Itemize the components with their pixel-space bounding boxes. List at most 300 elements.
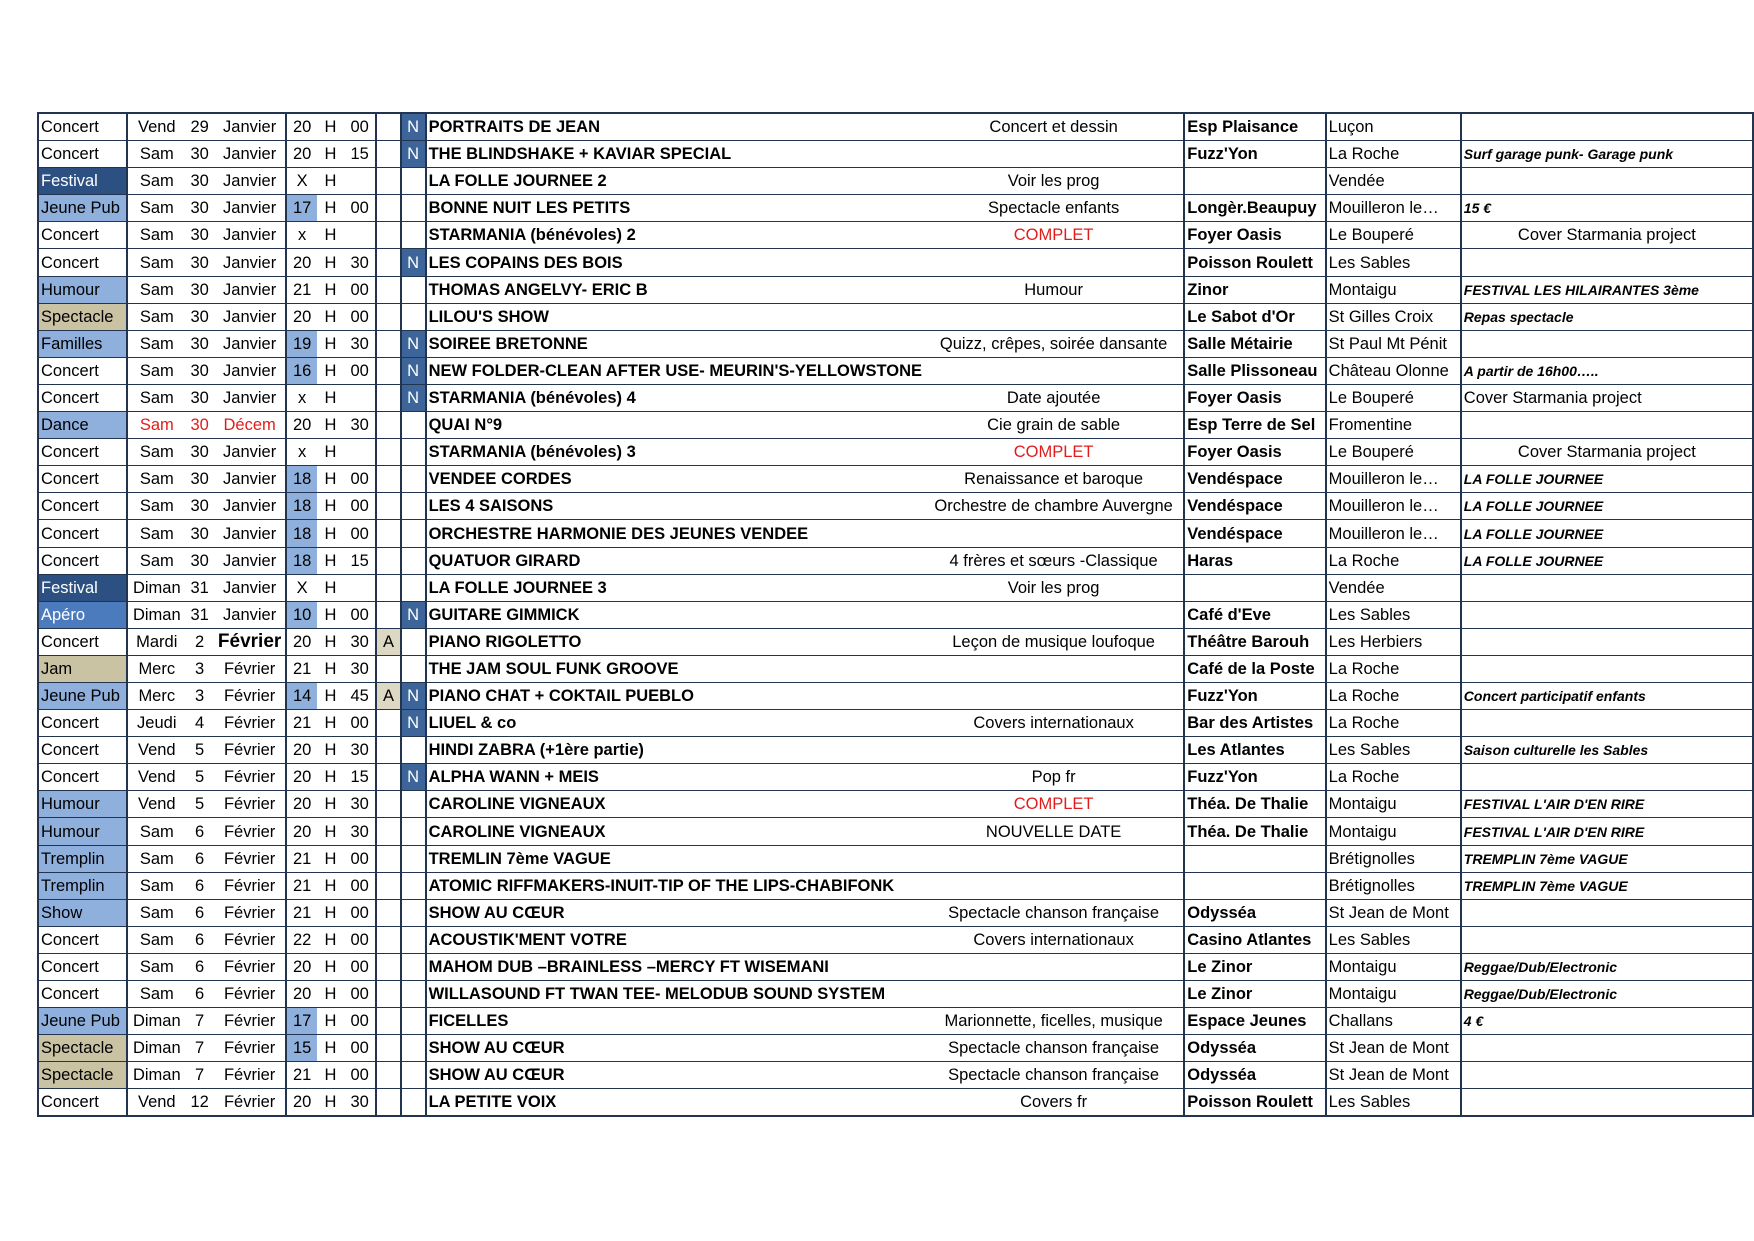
hour-cell: 20 xyxy=(286,791,317,818)
minute-cell: 00 xyxy=(344,520,376,547)
city-cell: Montaigu xyxy=(1326,276,1461,303)
venue-cell: Fuzz'Yon xyxy=(1184,141,1325,168)
new-flag-cell xyxy=(401,439,426,466)
hour-cell: 20 xyxy=(286,412,317,439)
day-number-cell: 6 xyxy=(185,845,214,872)
event-title-cell: LES 4 SAISONS xyxy=(426,493,924,520)
day-number-cell: 5 xyxy=(185,764,214,791)
new-flag-cell: N xyxy=(401,249,426,276)
event-title-cell: LILOU'S SHOW xyxy=(426,303,924,330)
weekday-cell: Sam xyxy=(127,872,185,899)
minute-cell: 00 xyxy=(344,601,376,628)
day-number-cell: 6 xyxy=(185,926,214,953)
a-flag-cell xyxy=(376,981,400,1008)
hour-separator-cell: H xyxy=(317,1035,344,1062)
hour-separator-cell: H xyxy=(317,872,344,899)
hour-separator-cell: H xyxy=(317,628,344,655)
new-flag-cell xyxy=(401,574,426,601)
event-description-cell: Marionnette, ficelles, musique xyxy=(924,1008,1184,1035)
venue-cell: Vendéspace xyxy=(1184,493,1325,520)
notes-cell: 15 € xyxy=(1461,195,1753,222)
event-type-cell: Concert xyxy=(38,384,127,411)
weekday-cell: Merc xyxy=(127,655,185,682)
minute-cell xyxy=(344,439,376,466)
event-description-cell xyxy=(924,357,1184,384)
city-cell: Montaigu xyxy=(1326,818,1461,845)
a-flag-cell xyxy=(376,655,400,682)
event-title-cell: WILLASOUND FT TWAN TEE- MELODUB SOUND SYSTEM xyxy=(426,981,924,1008)
event-row xyxy=(38,926,1753,953)
venue-cell: Casino Atlantes xyxy=(1184,926,1325,953)
day-number-cell: 6 xyxy=(185,818,214,845)
event-description-cell: Covers internationaux xyxy=(924,710,1184,737)
event-title-cell: LA FOLLE JOURNEE 2 xyxy=(426,168,924,195)
day-number-cell: 7 xyxy=(185,1008,214,1035)
event-title-cell: PIANO RIGOLETTO xyxy=(426,628,924,655)
new-flag-cell xyxy=(401,303,426,330)
hour-separator-cell: H xyxy=(317,737,344,764)
new-flag-cell xyxy=(401,276,426,303)
event-row xyxy=(38,737,1753,764)
city-cell: La Roche xyxy=(1326,710,1461,737)
event-row xyxy=(38,113,1753,141)
new-flag-cell xyxy=(401,872,426,899)
new-flag-cell xyxy=(401,222,426,249)
day-number-cell: 30 xyxy=(185,168,214,195)
hour-cell: x xyxy=(286,222,317,249)
hour-cell: 20 xyxy=(286,981,317,1008)
month-cell: Janvier xyxy=(214,439,286,466)
notes-cell xyxy=(1461,628,1753,655)
minute-cell: 30 xyxy=(344,249,376,276)
weekday-cell: Sam xyxy=(127,981,185,1008)
event-row xyxy=(38,1008,1753,1035)
month-cell: Janvier xyxy=(214,113,286,141)
notes-cell: Repas spectacle xyxy=(1461,303,1753,330)
event-title-cell: ACOUSTIK'MENT VOTRE xyxy=(426,926,924,953)
hour-separator-cell: H xyxy=(317,655,344,682)
hour-cell: X xyxy=(286,574,317,601)
city-cell: Les Sables xyxy=(1326,737,1461,764)
event-description-cell: Orchestre de chambre Auvergne xyxy=(924,493,1184,520)
hour-cell: 21 xyxy=(286,872,317,899)
event-row xyxy=(38,303,1753,330)
venue-cell: Zinor xyxy=(1184,276,1325,303)
event-type-cell: Spectacle xyxy=(38,303,127,330)
event-description-cell: Spectacle chanson française xyxy=(924,1035,1184,1062)
minute-cell: 30 xyxy=(344,412,376,439)
event-title-cell: PIANO CHAT + COKTAIL PUEBLO xyxy=(426,682,924,709)
event-description-cell: Voir les prog xyxy=(924,574,1184,601)
notes-cell: 4 € xyxy=(1461,1008,1753,1035)
a-flag-cell xyxy=(376,412,400,439)
month-cell: Février xyxy=(214,953,286,980)
day-number-cell: 30 xyxy=(185,222,214,249)
notes-cell: LA FOLLE JOURNEE xyxy=(1461,547,1753,574)
event-row xyxy=(38,845,1753,872)
hour-separator-cell: H xyxy=(317,303,344,330)
hour-separator-cell: H xyxy=(317,520,344,547)
day-number-cell: 6 xyxy=(185,953,214,980)
new-flag-cell: N xyxy=(401,330,426,357)
hour-separator-cell: H xyxy=(317,818,344,845)
hour-separator-cell: H xyxy=(317,682,344,709)
weekday-cell: Vend xyxy=(127,1089,185,1117)
venue-cell: Théâtre Barouh xyxy=(1184,628,1325,655)
month-cell: Janvier xyxy=(214,222,286,249)
city-cell: Les Sables xyxy=(1326,249,1461,276)
day-number-cell: 31 xyxy=(185,574,214,601)
hour-separator-cell: H xyxy=(317,330,344,357)
hour-cell: 21 xyxy=(286,899,317,926)
a-flag-cell xyxy=(376,872,400,899)
event-title-cell: SHOW AU CŒUR xyxy=(426,899,924,926)
event-title-cell: STARMANIA (bénévoles) 2 xyxy=(426,222,924,249)
event-description-cell: Humour xyxy=(924,276,1184,303)
day-number-cell: 30 xyxy=(185,439,214,466)
notes-cell xyxy=(1461,113,1753,141)
event-description-cell xyxy=(924,601,1184,628)
hour-cell: 10 xyxy=(286,601,317,628)
notes-cell xyxy=(1461,412,1753,439)
city-cell: Montaigu xyxy=(1326,953,1461,980)
event-description-cell xyxy=(924,655,1184,682)
notes-cell: LA FOLLE JOURNEE xyxy=(1461,493,1753,520)
hour-cell: 21 xyxy=(286,710,317,737)
hour-separator-cell: H xyxy=(317,764,344,791)
a-flag-cell xyxy=(376,926,400,953)
minute-cell xyxy=(344,168,376,195)
hour-cell: 20 xyxy=(286,141,317,168)
day-number-cell: 30 xyxy=(185,303,214,330)
notes-cell: LA FOLLE JOURNEE xyxy=(1461,466,1753,493)
minute-cell xyxy=(344,384,376,411)
event-title-cell: THOMAS ANGELVY- ERIC B xyxy=(426,276,924,303)
new-flag-cell xyxy=(401,845,426,872)
notes-cell: A partir de 16h00….. xyxy=(1461,357,1753,384)
city-cell: Les Herbiers xyxy=(1326,628,1461,655)
event-description-cell xyxy=(924,981,1184,1008)
day-number-cell: 12 xyxy=(185,1089,214,1117)
event-row xyxy=(38,628,1753,655)
month-cell: Janvier xyxy=(214,195,286,222)
a-flag-cell xyxy=(376,737,400,764)
weekday-cell: Vend xyxy=(127,113,185,141)
new-flag-cell xyxy=(401,168,426,195)
hour-separator-cell: H xyxy=(317,168,344,195)
day-number-cell: 30 xyxy=(185,520,214,547)
hour-cell: X xyxy=(286,168,317,195)
event-row xyxy=(38,439,1753,466)
venue-cell: Le Zinor xyxy=(1184,981,1325,1008)
notes-cell: TREMPLIN 7ème VAGUE xyxy=(1461,872,1753,899)
a-flag-cell: A xyxy=(376,628,400,655)
venue-cell: Salle Plissoneau xyxy=(1184,357,1325,384)
hour-separator-cell: H xyxy=(317,195,344,222)
minute-cell: 00 xyxy=(344,1035,376,1062)
event-description-cell xyxy=(924,845,1184,872)
a-flag-cell: A xyxy=(376,682,400,709)
weekday-cell: Sam xyxy=(127,168,185,195)
weekday-cell: Mardi xyxy=(127,628,185,655)
day-number-cell: 6 xyxy=(185,872,214,899)
new-flag-cell xyxy=(401,412,426,439)
event-type-cell: Concert xyxy=(38,547,127,574)
city-cell: Le Bouperé xyxy=(1326,384,1461,411)
notes-cell: TREMPLIN 7ème VAGUE xyxy=(1461,845,1753,872)
notes-cell xyxy=(1461,655,1753,682)
minute-cell: 30 xyxy=(344,737,376,764)
weekday-cell: Diman xyxy=(127,1008,185,1035)
event-title-cell: LA PETITE VOIX xyxy=(426,1089,924,1117)
weekday-cell: Jeudi xyxy=(127,710,185,737)
month-cell: Février xyxy=(214,1008,286,1035)
event-type-cell: Tremplin xyxy=(38,872,127,899)
event-row xyxy=(38,276,1753,303)
event-type-cell: Jeune Pub xyxy=(38,1008,127,1035)
event-row xyxy=(38,682,1753,709)
day-number-cell: 30 xyxy=(185,547,214,574)
event-type-cell: Concert xyxy=(38,710,127,737)
venue-cell: Bar des Artistes xyxy=(1184,710,1325,737)
weekday-cell: Sam xyxy=(127,384,185,411)
notes-cell: Saison culturelle les Sables xyxy=(1461,737,1753,764)
event-title-cell: GUITARE GIMMICK xyxy=(426,601,924,628)
minute-cell: 30 xyxy=(344,330,376,357)
month-cell: Janvier xyxy=(214,276,286,303)
hour-separator-cell: H xyxy=(317,953,344,980)
month-cell: Janvier xyxy=(214,357,286,384)
venue-cell: Haras xyxy=(1184,547,1325,574)
city-cell: Les Sables xyxy=(1326,601,1461,628)
hour-cell: x xyxy=(286,384,317,411)
weekday-cell: Diman xyxy=(127,601,185,628)
month-cell: Février xyxy=(214,655,286,682)
hour-separator-cell: H xyxy=(317,141,344,168)
event-row xyxy=(38,168,1753,195)
new-flag-cell: N xyxy=(401,601,426,628)
venue-cell: Odysséa xyxy=(1184,899,1325,926)
event-description-cell: NOUVELLE DATE xyxy=(924,818,1184,845)
weekday-cell: Merc xyxy=(127,682,185,709)
month-cell: Février xyxy=(214,628,286,655)
event-type-cell: Jeune Pub xyxy=(38,195,127,222)
weekday-cell: Vend xyxy=(127,737,185,764)
event-description-cell: Cie grain de sable xyxy=(924,412,1184,439)
city-cell: Mouilleron le… xyxy=(1326,466,1461,493)
a-flag-cell xyxy=(376,710,400,737)
weekday-cell: Sam xyxy=(127,303,185,330)
event-row xyxy=(38,1035,1753,1062)
weekday-cell: Sam xyxy=(127,222,185,249)
event-type-cell: Spectacle xyxy=(38,1035,127,1062)
event-description-cell: Leçon de musique loufoque xyxy=(924,628,1184,655)
venue-cell: Café de la Poste xyxy=(1184,655,1325,682)
month-cell: Janvier xyxy=(214,520,286,547)
new-flag-cell: N xyxy=(401,384,426,411)
day-number-cell: 30 xyxy=(185,249,214,276)
a-flag-cell xyxy=(376,1008,400,1035)
notes-cell xyxy=(1461,574,1753,601)
event-description-cell: Pop fr xyxy=(924,764,1184,791)
event-type-cell: Show xyxy=(38,899,127,926)
new-flag-cell xyxy=(401,628,426,655)
hour-cell: 20 xyxy=(286,1089,317,1117)
a-flag-cell xyxy=(376,520,400,547)
a-flag-cell xyxy=(376,168,400,195)
minute-cell: 15 xyxy=(344,547,376,574)
city-cell: Montaigu xyxy=(1326,791,1461,818)
event-title-cell: ORCHESTRE HARMONIE DES JEUNES VENDEE xyxy=(426,520,924,547)
event-title-cell: LIUEL & co xyxy=(426,710,924,737)
notes-cell: Cover Starmania project xyxy=(1461,439,1753,466)
event-description-cell: Concert et dessin xyxy=(924,113,1184,141)
event-title-cell: BONNE NUIT LES PETITS xyxy=(426,195,924,222)
venue-cell xyxy=(1184,574,1325,601)
day-number-cell: 3 xyxy=(185,655,214,682)
city-cell: La Roche xyxy=(1326,764,1461,791)
a-flag-cell xyxy=(376,1089,400,1117)
venue-cell: Le Sabot d'Or xyxy=(1184,303,1325,330)
hour-cell: 21 xyxy=(286,655,317,682)
event-description-cell: Spectacle chanson française xyxy=(924,1062,1184,1089)
hour-separator-cell: H xyxy=(317,601,344,628)
event-type-cell: Concert xyxy=(38,357,127,384)
city-cell: St Jean de Mont xyxy=(1326,1035,1461,1062)
new-flag-cell xyxy=(401,791,426,818)
minute-cell: 00 xyxy=(344,357,376,384)
event-row xyxy=(38,412,1753,439)
weekday-cell: Sam xyxy=(127,818,185,845)
city-cell: La Roche xyxy=(1326,141,1461,168)
hour-separator-cell: H xyxy=(317,791,344,818)
notes-cell xyxy=(1461,710,1753,737)
month-cell: Février xyxy=(214,764,286,791)
weekday-cell: Sam xyxy=(127,195,185,222)
event-type-cell: Concert xyxy=(38,926,127,953)
month-cell: Janvier xyxy=(214,249,286,276)
event-row xyxy=(38,574,1753,601)
hour-separator-cell: H xyxy=(317,710,344,737)
city-cell: La Roche xyxy=(1326,547,1461,574)
a-flag-cell xyxy=(376,1035,400,1062)
weekday-cell: Diman xyxy=(127,1062,185,1089)
venue-cell: Esp Terre de Sel xyxy=(1184,412,1325,439)
a-flag-cell xyxy=(376,249,400,276)
hour-separator-cell: H xyxy=(317,466,344,493)
notes-cell: FESTIVAL L'AIR D'EN RIRE xyxy=(1461,791,1753,818)
hour-cell: 20 xyxy=(286,818,317,845)
day-number-cell: 7 xyxy=(185,1062,214,1089)
a-flag-cell xyxy=(376,141,400,168)
event-row xyxy=(38,330,1753,357)
event-type-cell: Concert xyxy=(38,628,127,655)
hour-cell: 18 xyxy=(286,493,317,520)
notes-cell xyxy=(1461,899,1753,926)
event-title-cell: MAHOM DUB –BRAINLESS –MERCY FT WISEMANI xyxy=(426,953,924,980)
hour-cell: 20 xyxy=(286,303,317,330)
event-type-cell: Concert xyxy=(38,981,127,1008)
weekday-cell: Diman xyxy=(127,1035,185,1062)
a-flag-cell xyxy=(376,574,400,601)
hour-cell: 21 xyxy=(286,1062,317,1089)
day-number-cell: 30 xyxy=(185,141,214,168)
month-cell: Février xyxy=(214,1062,286,1089)
weekday-cell: Sam xyxy=(127,439,185,466)
notes-cell: FESTIVAL L'AIR D'EN RIRE xyxy=(1461,818,1753,845)
hour-cell: 20 xyxy=(286,737,317,764)
city-cell: Luçon xyxy=(1326,113,1461,141)
new-flag-cell xyxy=(401,1035,426,1062)
month-cell: Janvier xyxy=(214,141,286,168)
minute-cell: 00 xyxy=(344,872,376,899)
venue-cell: Foyer Oasis xyxy=(1184,222,1325,249)
day-number-cell: 6 xyxy=(185,981,214,1008)
hour-separator-cell: H xyxy=(317,222,344,249)
event-description-cell: Date ajoutée xyxy=(924,384,1184,411)
new-flag-cell xyxy=(401,737,426,764)
day-number-cell: 5 xyxy=(185,791,214,818)
hour-cell: 17 xyxy=(286,195,317,222)
event-title-cell: TREMLIN 7ème VAGUE xyxy=(426,845,924,872)
minute-cell: 15 xyxy=(344,764,376,791)
notes-cell: Reggae/Dub/Electronic xyxy=(1461,981,1753,1008)
event-title-cell: THE BLINDSHAKE + KAVIAR SPECIAL xyxy=(426,141,924,168)
month-cell: Janvier xyxy=(214,574,286,601)
hour-separator-cell: H xyxy=(317,439,344,466)
new-flag-cell xyxy=(401,1062,426,1089)
event-description-cell: COMPLET xyxy=(924,222,1184,249)
event-row xyxy=(38,655,1753,682)
weekday-cell: Sam xyxy=(127,412,185,439)
a-flag-cell xyxy=(376,845,400,872)
notes-cell: Surf garage punk- Garage punk xyxy=(1461,141,1753,168)
month-cell: Janvier xyxy=(214,466,286,493)
event-type-cell: Concert xyxy=(38,1089,127,1117)
city-cell: St Gilles Croix xyxy=(1326,303,1461,330)
event-row xyxy=(38,384,1753,411)
minute-cell: 45 xyxy=(344,682,376,709)
venue-cell: Poisson Roulett xyxy=(1184,1089,1325,1117)
event-row xyxy=(38,710,1753,737)
new-flag-cell xyxy=(401,899,426,926)
hour-separator-cell: H xyxy=(317,276,344,303)
a-flag-cell xyxy=(376,466,400,493)
new-flag-cell: N xyxy=(401,764,426,791)
day-number-cell: 30 xyxy=(185,357,214,384)
event-row xyxy=(38,764,1753,791)
new-flag-cell xyxy=(401,520,426,547)
weekday-cell: Vend xyxy=(127,764,185,791)
month-cell: Février xyxy=(214,710,286,737)
event-row xyxy=(38,520,1753,547)
weekday-cell: Diman xyxy=(127,574,185,601)
venue-cell: Esp Plaisance xyxy=(1184,113,1325,141)
venue-cell xyxy=(1184,168,1325,195)
day-number-cell: 30 xyxy=(185,466,214,493)
event-title-cell: SHOW AU CŒUR xyxy=(426,1062,924,1089)
hour-separator-cell: H xyxy=(317,113,344,141)
event-type-cell: Concert xyxy=(38,737,127,764)
event-type-cell: Concert xyxy=(38,113,127,141)
new-flag-cell: N xyxy=(401,113,426,141)
notes-cell xyxy=(1461,1062,1753,1089)
month-cell: Janvier xyxy=(214,384,286,411)
day-number-cell: 7 xyxy=(185,1035,214,1062)
notes-cell xyxy=(1461,1089,1753,1117)
new-flag-cell: N xyxy=(401,357,426,384)
event-type-cell: Concert xyxy=(38,141,127,168)
